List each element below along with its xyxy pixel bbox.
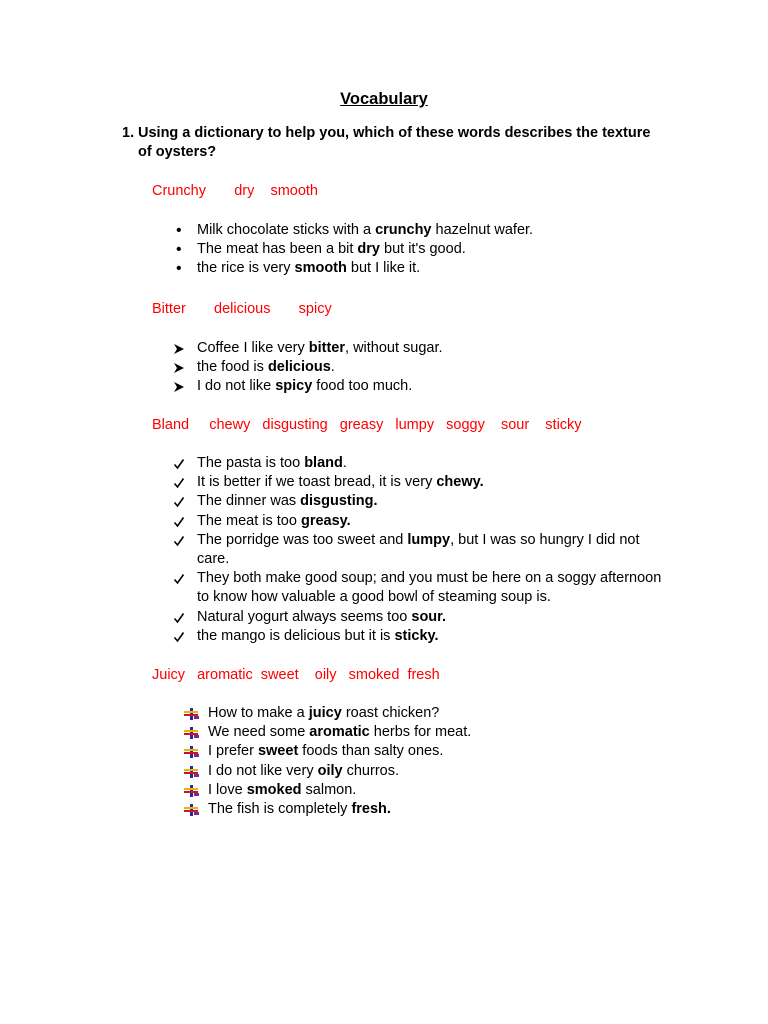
list-item: the food is delicious. [173,358,653,377]
list-item: Milk chocolate sticks with a crunchy hazelnut wafer. [197,222,534,238]
list-item: I prefer sweet foods than salty ones. [184,742,664,761]
list-item: the mango is delicious but it is sticky. [173,627,663,646]
list-item: I do not like spicy food too much. [173,377,653,396]
list-item: We need some aromatic herbs for meat. [184,723,664,742]
list-item: The fish is completely fresh. [184,800,664,819]
list-item: The dinner was disgusting. [173,492,663,511]
list-item: Natural yogurt always seems too sour. [173,608,663,627]
list-item: The pasta is too bland. [173,454,663,473]
word-list-3: Bland chewy disgusting greasy lumpy soggy sour sticky [152,417,582,433]
list-item: The porridge was too sweet and lumpy, but I was so hungry I did not care. [173,531,663,569]
list-item: the rice is very smooth but I like it. [197,260,421,277]
sentence-list-1 [173,221,653,279]
list-item: The meat is too greasy. [173,512,663,531]
list-item: They both make good soup; and you must be here on a soggy afternoon to know how valuable a good bowl of steaming soup is. [173,569,663,607]
sentence-list-3 [173,454,663,646]
list-item: How to make a juicy roast chicken? [184,704,664,723]
list-item: Coffee I like very bitter, without sugar. [173,339,653,358]
question-text: Using a dictionary to help you, which of these words describes the texture of oysters? [138,125,651,160]
word-list-1: Crunchy dry smooth [152,183,318,199]
list-item: I love smoked salmon. [184,781,664,800]
sentence-list-4 [184,704,664,819]
page-title: Vocabulary [340,90,428,108]
question-number: 1. [122,125,135,141]
list-item: It is better if we toast bread, it is very chewy. [173,473,663,492]
list-item: I do not like very oily churros. [184,762,664,781]
question-1 [122,124,662,162]
word-list-4: Juicy aromatic sweet oily smoked fresh [152,667,440,683]
list-item: The meat has been a bit dry but it's good. [197,241,466,258]
word-list-2: Bitter delicious spicy [152,301,332,317]
sentence-list-2 [173,339,653,397]
